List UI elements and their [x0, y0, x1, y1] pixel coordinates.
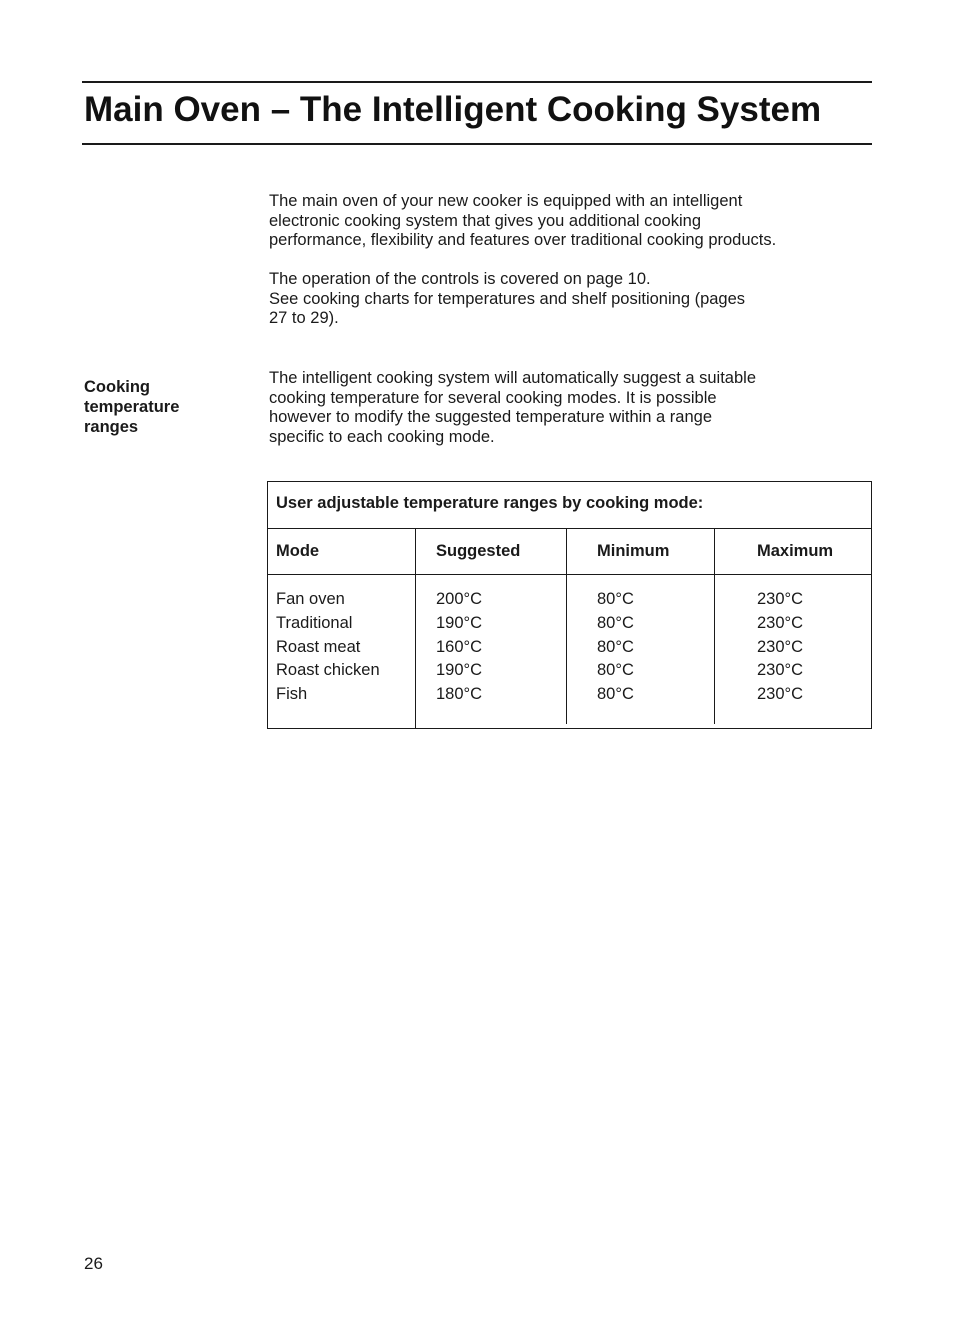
table-cell: 80°C [597, 613, 634, 632]
table-divider [268, 574, 871, 575]
text-line: however to modify the suggested temperature within a range [269, 408, 713, 427]
table-cell: 80°C [597, 590, 634, 608]
suggested-column [436, 588, 482, 707]
column-header-maximum: Maximum [757, 542, 834, 560]
column-header-suggested: Suggested [436, 542, 521, 560]
text-line: specific to each cooking mode. [269, 427, 495, 446]
heading-line: ranges [84, 418, 139, 436]
section-body-paragraph [269, 369, 869, 447]
table-cell: 230°C [757, 637, 804, 656]
table-cell: 80°C [597, 685, 634, 704]
table-caption: User adjustable temperature ranges by cooking mode: [276, 494, 704, 512]
temperature-range-table [267, 481, 872, 729]
table-cell: 230°C [757, 613, 804, 632]
column-divider [714, 528, 715, 724]
section-heading [84, 377, 179, 437]
column-header-minimum: Minimum [597, 542, 670, 560]
mode-column [276, 588, 380, 707]
text-line: 27 to 29). [269, 309, 339, 328]
text-line: cooking temperature for several cooking modes. It is possible [269, 388, 717, 407]
table-cell: 230°C [757, 590, 804, 608]
title-bottom-rule [82, 143, 872, 145]
text-line: The operation of the controls is covered on page 10. [269, 270, 651, 288]
intro-paragraph [269, 192, 869, 251]
table-cell: 200°C [436, 590, 483, 608]
text-line: The main oven of your new cooker is equipped with an intelligent [269, 192, 743, 210]
table-cell: Fan oven [276, 590, 345, 608]
table-cell: 160°C [436, 637, 483, 656]
column-divider [415, 528, 416, 728]
heading-line: temperature [84, 398, 180, 416]
table-cell: 230°C [757, 685, 804, 704]
text-line: The intelligent cooking system will automatically suggest a suitable [269, 369, 756, 387]
text-line: See cooking charts for temperatures and shelf positioning (pages [269, 289, 746, 308]
minimum-column [597, 588, 634, 707]
text-line: electronic cooking system that gives you additional cooking [269, 211, 701, 230]
heading-line: Cooking [84, 378, 150, 396]
table-cell: 80°C [597, 637, 634, 656]
table-cell: Roast meat [276, 637, 361, 656]
column-header-mode: Mode [276, 542, 320, 560]
table-cell: Roast chicken [276, 661, 380, 680]
text-line: performance, flexibility and features over traditional cooking products. [269, 231, 777, 250]
table-cell: 230°C [757, 661, 804, 680]
page-title: Main Oven – The Intelligent Cooking System [84, 90, 822, 129]
table-cell: 180°C [436, 685, 483, 704]
table-cell: Fish [276, 685, 308, 704]
table-cell: 190°C [436, 613, 483, 632]
controls-reference-paragraph [269, 270, 869, 329]
title-top-rule [82, 81, 872, 83]
page-number: 26 [84, 1254, 103, 1273]
table-divider [268, 528, 871, 529]
maximum-column [757, 588, 803, 707]
table-cell: 80°C [597, 661, 634, 680]
table-cell: Traditional [276, 613, 353, 632]
column-divider [566, 528, 567, 724]
table-cell: 190°C [436, 661, 483, 680]
